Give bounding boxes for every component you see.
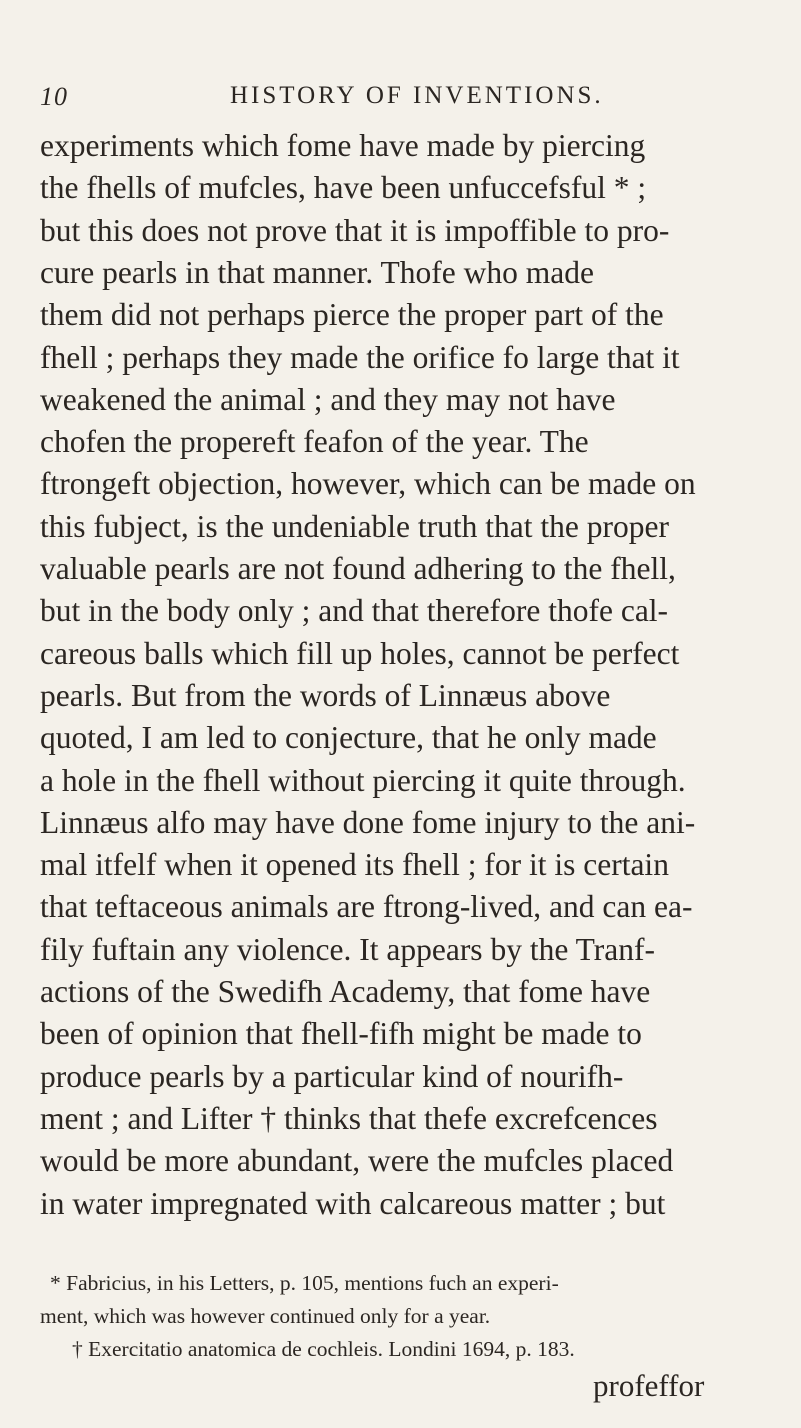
text-line: a hole in the fhell without piercing it quite through. (40, 762, 686, 798)
text-line: but in the body only ; and that therefore thofe cal- (40, 593, 669, 629)
text-line: valuable pearls are not found adhering to the fhell, (40, 551, 676, 586)
text-line: fily fuftain any violence. It appears by the Tranf- (40, 931, 655, 967)
text-line: quoted, I am led to conjecture, that he only made (40, 720, 657, 756)
footnote: † Exercitatio anatomica de cochleis. Londini 1694, p. 183. (72, 1337, 575, 1361)
text-line: actions of the Swedifh Academy, that fome have (40, 974, 651, 1009)
catchword: profeffor (593, 1368, 705, 1403)
footnote: ment, which was however continued only for a year. (40, 1304, 491, 1328)
text-line: but this does not prove that it is impoffible to pro- (40, 212, 670, 248)
text-line: would be more abundant, were the mufcles placed (40, 1143, 674, 1179)
text-line: this fubject, is the undeniable truth that the proper (40, 508, 669, 544)
text-line: cure pearls in that manner. Thofe who made (40, 254, 594, 290)
text-line: mal itfelf when it opened its fhell ; for it is certain (40, 847, 669, 883)
text-line: that teftaceous animals are ftrong-lived, and can ea- (40, 889, 693, 925)
text-line: Linnæus alfo may have done fome injury to the ani- (40, 804, 696, 840)
page-number: 10 (40, 82, 68, 111)
text-line: weakened the animal ; and they may not have (40, 381, 616, 417)
text-line: pearls. But from the words of Linnæus above (40, 677, 611, 713)
text-line: produce pearls by a particular kind of nourifh- (40, 1058, 624, 1094)
text-line: ftrongeft objection, however, which can be made on (40, 466, 696, 502)
running-title: HISTORY OF INVENTIONS. (230, 82, 604, 109)
page-header (40, 82, 740, 122)
text-line: ment ; and Lifter † thinks that thefe excrefcences (40, 1100, 658, 1136)
footnote: * Fabricius, in his Letters, p. 105, mentions fuch an experi- (50, 1271, 559, 1295)
text-line: careous balls which fill up holes, cannot be perfect (40, 635, 680, 671)
text-line: them did not perhaps pierce the proper part of the (40, 297, 664, 333)
text-line: the fhells of mufcles, have been unfuccefsful * ; (40, 170, 647, 206)
text-line: been of opinion that fhell-fifh might be made to (40, 1016, 642, 1052)
text-line: in water impregnated with calcareous matter ; but (40, 1185, 666, 1221)
text-line: chofen the propereft feafon of the year. The (40, 424, 589, 460)
text-line: fhell ; perhaps they made the orifice fo large that it (40, 339, 680, 375)
text-line: experiments which fome have made by piercing (40, 128, 646, 163)
